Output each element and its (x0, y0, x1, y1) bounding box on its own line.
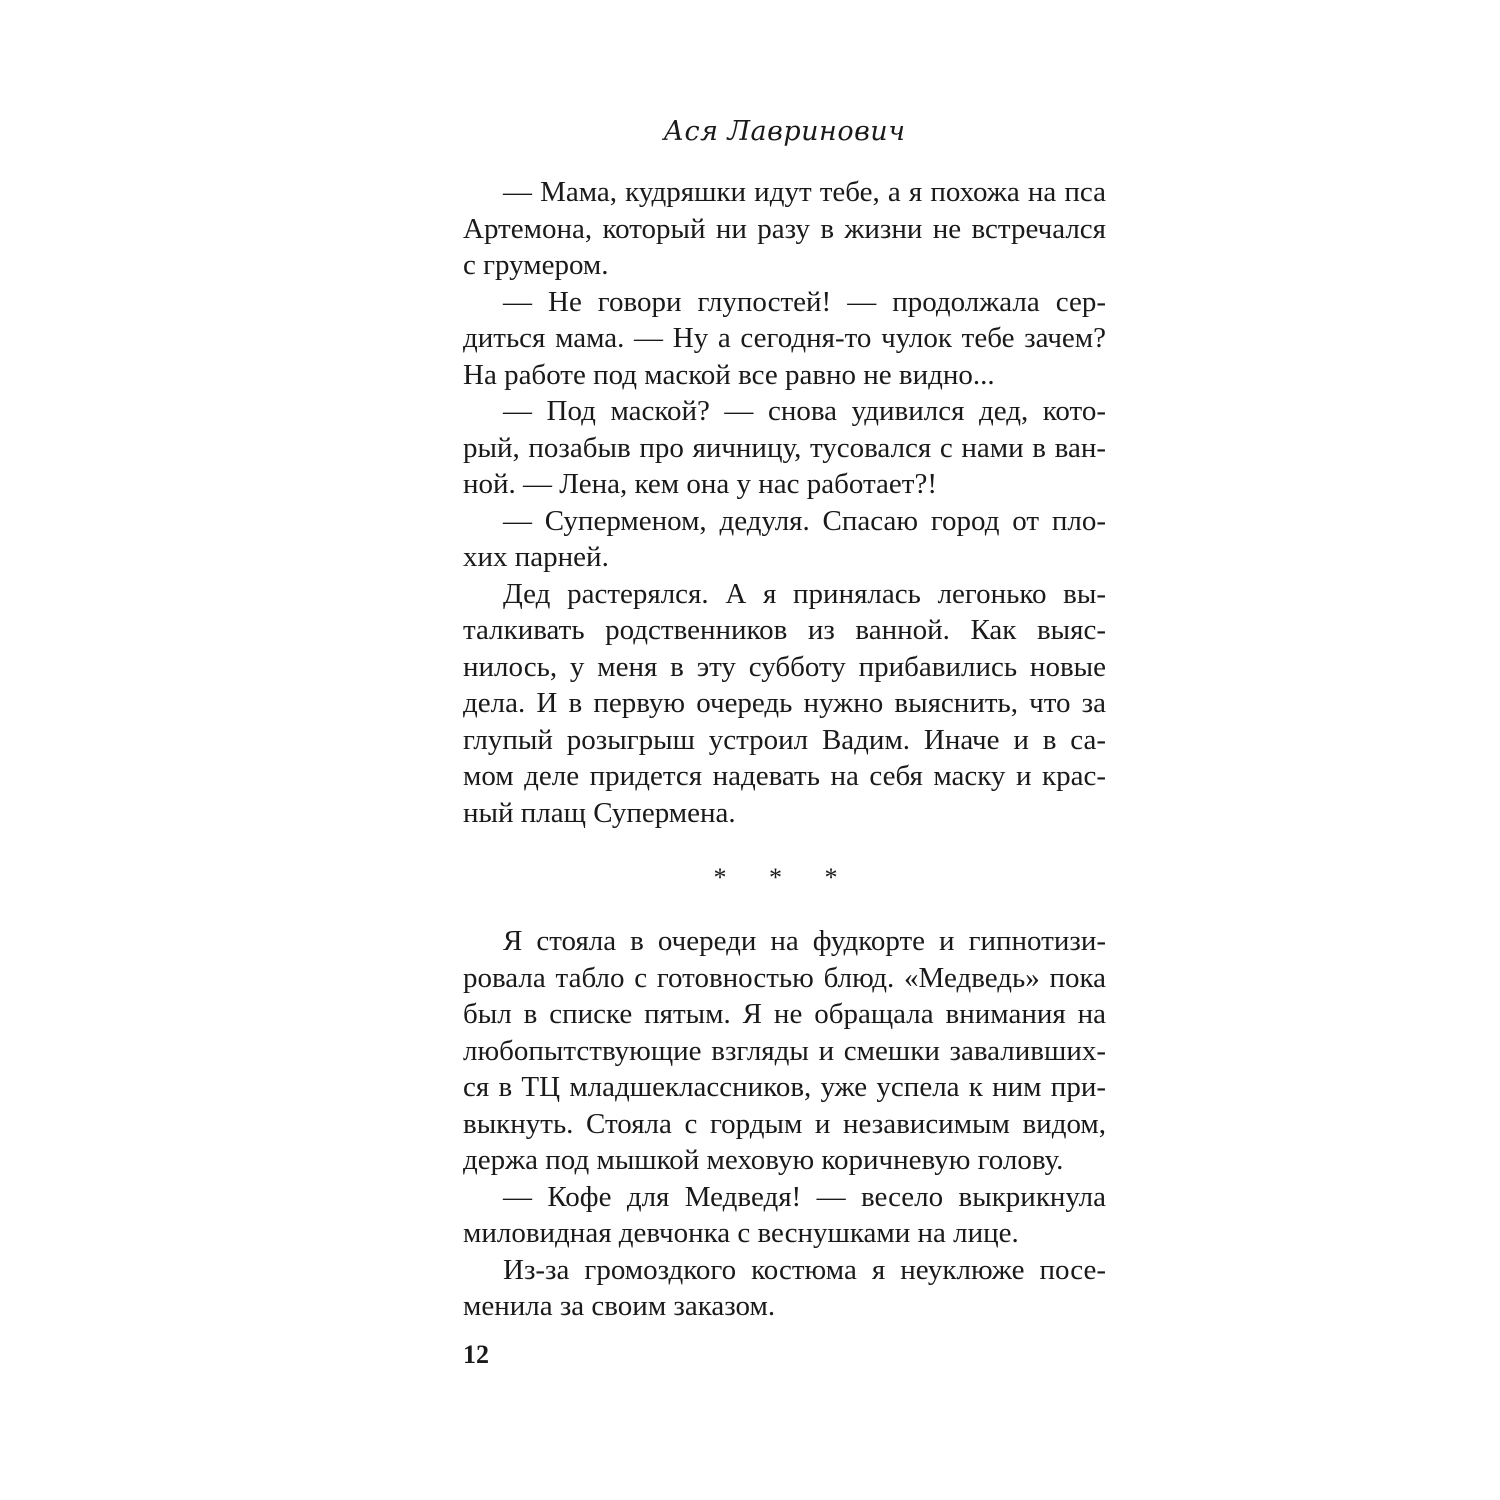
text-line: рый, позабыв про яичницу, тусовался с нами в ван- (463, 431, 1106, 464)
text-line: ровала табло с готовностью блюд. «Медведь» пока (463, 961, 1106, 994)
text-line: хих парней. (463, 541, 609, 573)
text-line: Артемона, который ни разу в жизни не встречался (463, 212, 1106, 245)
text-line: выкнуть. Стояла с гордым и независимым видом, (463, 1107, 1106, 1140)
text-line: дела. И в первую очередь нужно выяснить, что за (463, 687, 1106, 719)
text-line: — Суперменом, дедуля. Спасаю город от пло- (503, 504, 1106, 537)
text-line: нилось, у меня в эту субботу прибавились новые (463, 650, 1106, 683)
section-separator: * * * (713, 863, 856, 892)
page-number: 12 (463, 1340, 489, 1369)
text-line: — Мама, кудряшки идут тебе, а я похожа на пса (503, 176, 1106, 208)
running-head-author: Ася Лавринович (663, 116, 906, 147)
text-line: талкивать родственников из ванной. Как выяс- (463, 614, 1106, 646)
text-line: — Не говори глупостей! — продолжала сер- (503, 285, 1106, 318)
text-line: был в списке пятым. Я не обращала внимания на (463, 998, 1106, 1030)
text-line: держа под мышкой меховую коричневую голову. (463, 1144, 1064, 1176)
text-line: Из-за громоздкого костюма я неуклюже посе- (503, 1253, 1106, 1286)
text-line: ся в ТЦ младшеклассников, уже успела к ним при- (463, 1071, 1106, 1103)
text-line: глупый розыгрыш устроил Вадим. Иначе и в са- (463, 723, 1106, 756)
text-line: На работе под маской все равно не видно... (463, 358, 995, 391)
text-line: ный плащ Супермена. (463, 796, 736, 829)
text-block-2 (463, 923, 1106, 1325)
text-line: любопытствующие взгляды и смешки заваливших- (463, 1034, 1106, 1067)
text-line: — Кофе для Медведя! — весело выкрикнула (503, 1180, 1106, 1213)
text-line: Я стояла в очереди на фудкорте и гипнотизи- (503, 925, 1106, 957)
text-block-1 (463, 174, 1106, 831)
text-line: мом деле придется надевать на себя маску и крас- (463, 760, 1106, 792)
text-line: Дед растерялся. А я принялась легонько вы- (503, 577, 1106, 610)
text-line: миловидная девчонка с веснушками на лице. (463, 1217, 1019, 1249)
text-line: — Под маской? — снова удивился дед, кото- (503, 395, 1106, 427)
text-line: ной. — Лена, кем она у нас работает?! (463, 468, 937, 500)
text-line: с грумером. (463, 249, 609, 281)
text-line: менила за своим заказом. (463, 1290, 776, 1322)
text-line: диться мама. — Ну а сегодня-то чулок тебе зачем? (463, 322, 1106, 354)
